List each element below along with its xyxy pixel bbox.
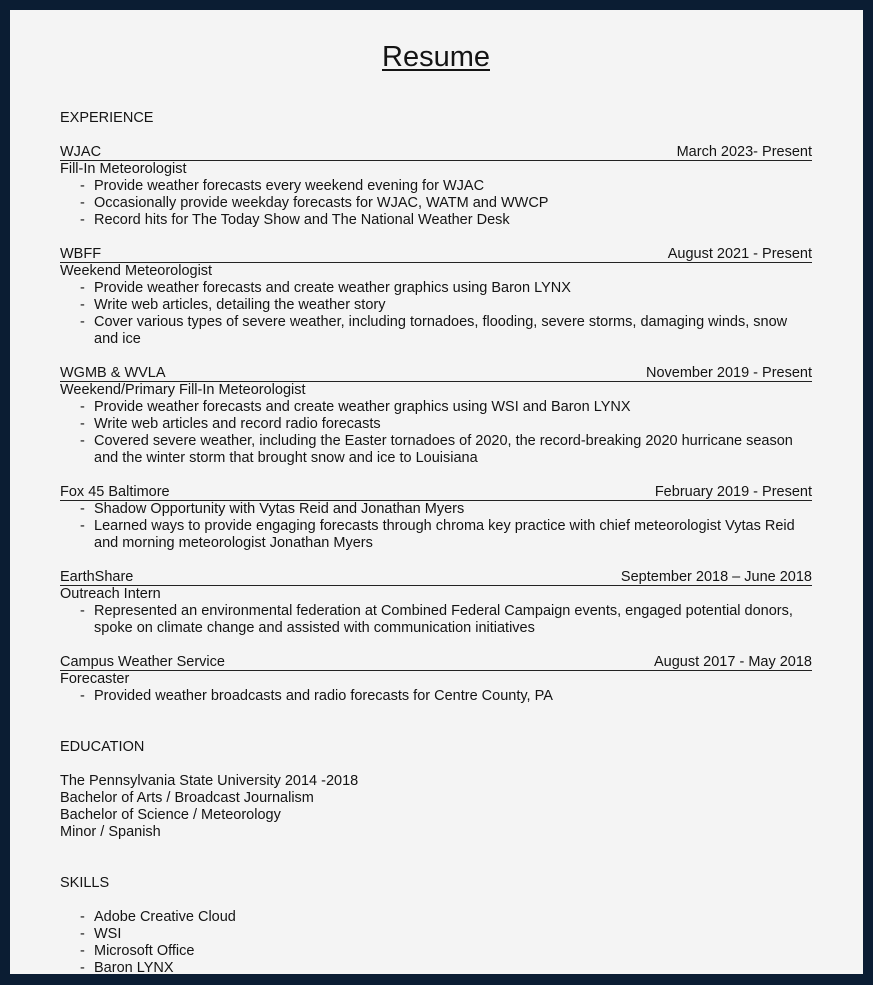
experience-heading: EXPERIENCE [60, 110, 154, 126]
education-list [60, 773, 812, 841]
job-bullets [60, 501, 812, 552]
page-title: Resume [382, 41, 490, 73]
job-dates: February 2019 - Present [654, 484, 812, 500]
job-bullets [60, 280, 812, 348]
job-role: Outreach Intern [60, 586, 161, 602]
skill-item: - Adobe Creative Cloud [80, 909, 812, 926]
skill-item: - Microsoft Office [80, 943, 812, 960]
job-bullet: - Write web articles, detailing the weather story [80, 297, 812, 314]
job-bullet: - Covered severe weather, including the Easter tornadoes of 2020, the record-breaking 2020 hurricane season and the winter storm that brought snow and ice to Louisiana [80, 433, 812, 467]
job-dates: August 2021 - Present [667, 246, 812, 262]
job-entry [60, 484, 812, 552]
skill-item: - WSI [80, 926, 812, 943]
job-header [60, 569, 812, 586]
skills-heading: SKILLS [60, 875, 110, 891]
skill-item: - Baron LYNX [80, 960, 812, 974]
job-employer: WGMB & WVLA [60, 365, 166, 381]
job-employer: Fox 45 Baltimore [60, 484, 170, 500]
job-bullet: - Provide weather forecasts and create weather graphics using Baron LYNX [80, 280, 812, 297]
job-dates: March 2023- Present [676, 144, 812, 160]
job-dates: November 2019 - Present [645, 365, 812, 381]
job-role: Weekend/Primary Fill-In Meteorologist [60, 382, 306, 398]
job-header [60, 654, 812, 671]
job-bullet: - Occasionally provide weekday forecasts for WJAC, WATM and WWCP [80, 195, 812, 212]
job-bullets [60, 178, 812, 229]
job-role: Forecaster [60, 671, 130, 687]
job-bullet: - Provide weather forecasts and create weather graphics using WSI and Baron LYNX [80, 399, 812, 416]
job-header [60, 144, 812, 161]
resume-content [60, 10, 812, 974]
skills-list-wrap [60, 909, 812, 974]
education-line: Minor / Spanish [60, 824, 161, 840]
job-role: Fill-In Meteorologist [60, 161, 187, 177]
job-header [60, 365, 812, 382]
job-entry [60, 144, 812, 229]
resume-page [10, 10, 863, 974]
job-dates: September 2018 – June 2018 [620, 569, 812, 585]
education-line: The Pennsylvania State University 2014 -2018 [60, 773, 359, 789]
job-bullet: - Cover various types of severe weather, including tornadoes, flooding, severe storms, damaging winds, snow and ice [80, 314, 812, 348]
job-entry [60, 569, 812, 637]
job-employer: EarthShare [60, 569, 134, 585]
job-employer: WBFF [60, 246, 102, 262]
education-heading: EDUCATION [60, 739, 145, 755]
job-bullet: - Record hits for The Today Show and The National Weather Desk [80, 212, 812, 229]
job-header [60, 246, 812, 263]
education-line: Bachelor of Arts / Broadcast Journalism [60, 790, 314, 806]
job-bullet: - Provided weather broadcasts and radio forecasts for Centre County, PA [80, 688, 812, 705]
job-bullets [60, 603, 812, 637]
job-entry [60, 365, 812, 467]
job-employer: WJAC [60, 144, 102, 160]
job-entry [60, 246, 812, 348]
job-bullet: - Represented an environmental federation at Combined Federal Campaign events, engaged potential donors, spoke on climate change and assisted with communication initiatives [80, 603, 812, 637]
job-dates: August 2017 - May 2018 [654, 654, 812, 670]
job-role: Weekend Meteorologist [60, 263, 213, 279]
skills-list [60, 909, 812, 974]
job-bullet: - Learned ways to provide engaging forecasts through chroma key practice with chief meteorologist Vytas Reid and morning meteorologist Jonathan Myers [80, 518, 812, 552]
experience-list [60, 144, 812, 705]
job-header [60, 484, 812, 501]
job-bullet: - Write web articles and record radio forecasts [80, 416, 812, 433]
job-bullet: - Provide weather forecasts every weekend evening for WJAC [80, 178, 812, 195]
job-bullets [60, 688, 812, 705]
job-bullet: - Shadow Opportunity with Vytas Reid and Jonathan Myers [80, 501, 812, 518]
job-entry [60, 654, 812, 705]
job-bullets [60, 399, 812, 467]
education-line: Bachelor of Science / Meteorology [60, 807, 281, 823]
job-employer: Campus Weather Service [60, 654, 225, 670]
